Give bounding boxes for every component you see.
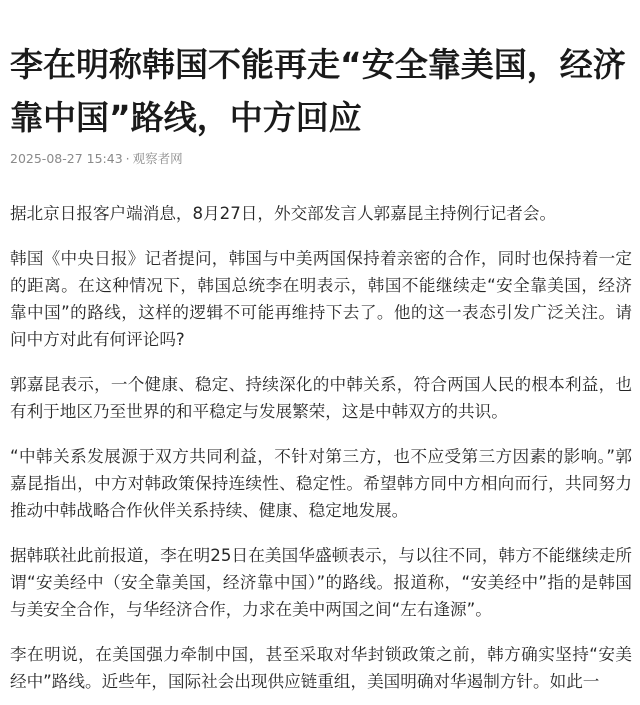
paragraph: 韩国《中央日报》记者提问，韩国与中美两国保持着亲密的合作，同时也保持着一定的距离。在这种情况下，韩国总统李在明表示，韩国不能继续走“安全靠美国，经济靠中国”的路线，这样的逻辑不可能再维持下去了。他的这一表态引发广泛关注。请问中方对此有何评论吗? <box>10 249 632 349</box>
paragraph: 郭嘉昆表示，一个健康、稳定、持续深化的中韩关系，符合两国人民的根本利益，也有利于地区乃至世界的和平稳定与发展繁荣，这是中韩双方的共识。 <box>10 375 632 421</box>
paragraph: 李在明说，在美国强力牵制中国，甚至采取对华封锁政策之前，韩方确实坚持“安美经中”路线。近些年，国际社会出现供应链重组，美国明确对华遏制方针。如此一 <box>10 645 632 691</box>
article-body <box>10 200 632 705</box>
paragraph: 据北京日报客户端消息，8月27日，外交部发言人郭嘉昆主持例行记者会。 <box>10 204 557 223</box>
meta-separator: · <box>125 151 130 166</box>
article-meta <box>10 150 183 168</box>
paragraph: 据韩联社此前报道，李在明25日在美国华盛顿表示，与以往不同，韩方不能继续走所谓“安美经中（安全靠美国，经济靠中国）”的路线。报道称，“安美经中”指的是韩国与美安全合作，与华经济合作，力求在美中两国之间“左右逢源”。 <box>10 546 632 619</box>
article-title: 李在明称韩国不能再走“安全靠美国，经济靠中国”路线，中方回应 <box>10 45 626 137</box>
paragraph: “中韩关系发展源于双方共同利益，不针对第三方，也不应受第三方因素的影响。”郭嘉昆指出，中方对韩政策保持连续性、稳定性。希望韩方同中方相向而行，共同努力推动中韩战略合作伙伴关系持续、健康、稳定地发展。 <box>10 447 632 520</box>
article-source[interactable]: 观察者网 <box>132 151 183 166</box>
publish-datetime: 2025-08-27 15:43 <box>10 151 123 166</box>
